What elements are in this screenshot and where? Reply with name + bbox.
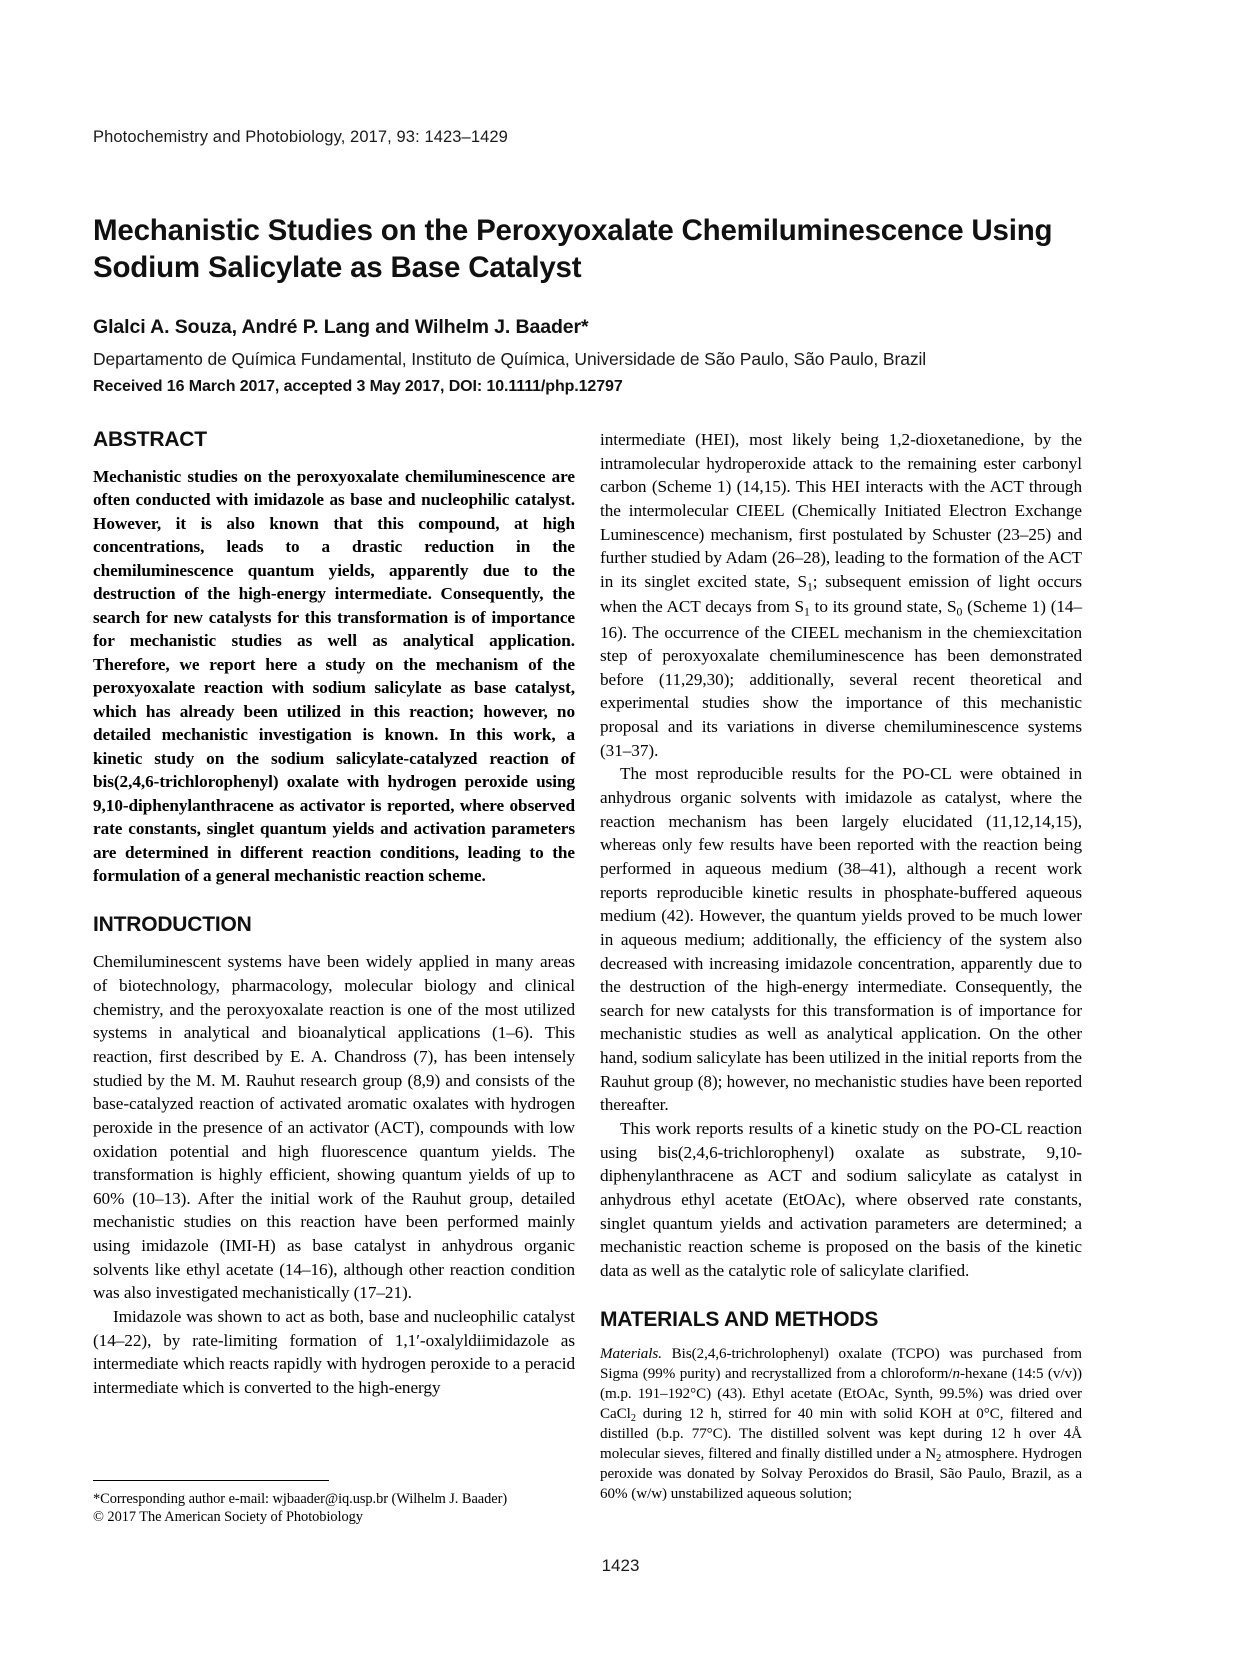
right-paragraph-3: This work reports results of a kinetic study on the PO-CL reaction using bis(2,4,6-trichlorophenyl) oxalate as substrate, 9,10-diphenylanthracene as ACT and sodium salicylate as catalyst in anhydrous ethyl acetate (EtOAc), where observed rate constants, singlet quantum yields and activation parameters are determined; a mechanistic reaction scheme is proposed on the basis of the kinetic data as well as the catalytic role of salicylate clarified. [600, 1118, 1082, 1280]
intro-paragraph-1: Chemiluminescent systems have been widely applied in many areas of biotechnology, pharmacology, molecular biology and clinical chemistry, and the peroxyoxalate reaction is one of the most utilized systems in analytical and bioanalytical applications (1–6). This reaction, first described by E. A. Chandross (7), has been intensely studied by the M. M. Rauhut research group (8,9) and consists of the base-catalyzed reaction of activated aromatic oxalates with hydrogen peroxide in the presence of an activator (ACT), compounds with low oxidation potential and high fluorescence quantum yields. The transformation is highly efficient, showing quantum yields of up to 60% (10–13). After the initial work of the Rauhut group, detailed mechanistic studies on this reaction have been performed mainly using imidazole (IMI-H) as base catalyst in anhydrous organic solvents like ethyl acetate (14–16), although other reaction condition was also investigated mechanistically (17–21). [93, 952, 575, 1303]
materials-part-d: atmosphere. Hydrogen peroxide was donated by Solvay Peroxidos do Brasil, São Paulo, Brazil, as a 60% (w/w) unstabilized aqueous solution; [600, 1445, 1082, 1502]
prime-symbol: ′ [416, 1330, 420, 1350]
affiliation: Departamento de Química Fundamental, Instituto de Química, Universidade de São Paulo, São Paulo, Brazil [93, 349, 927, 370]
subscript-cacl2: 2 [630, 1412, 636, 1424]
subscript-s1-b: 1 [804, 605, 810, 619]
right-p1-part-c: to its ground state, S [809, 597, 957, 617]
page-number: 1423 [601, 1556, 640, 1575]
footnote-divider [93, 1480, 329, 1481]
right-paragraph-2: The most reproducible results for the PO-CL were obtained in anhydrous organic solvents with imidazole as catalyst, where the reaction mechanism has been largely elucidated (11,12,14,15), whereas only few results have been reported with the reaction being performed in aqueous medium (38–41), although a recent work reports reproducible kinetic results in phosphate-buffered aqueous medium (42). However, the quantum yields proved to be much lower in aqueous medium; additionally, the efficiency of the system also decreased with increasing imidazole concentration, apparently due to the destruction of the high-energy intermediate. Consequently, the search for new catalysts for this transformation is of importance for mechanistic studies as well as analytical application. On the other hand, sodium salicylate has been utilized in the initial reports from the Rauhut group (8); however, no mechanistic studies have been reported thereafter. [600, 764, 1082, 1115]
materials-paragraph [600, 1345, 1082, 1504]
copyright-note: © 2017 The American Society of Photobiology [93, 1509, 363, 1526]
introduction-heading: INTRODUCTION [93, 913, 252, 937]
title-block [93, 212, 1093, 396]
right-p1-part-d: (Scheme 1) (14–16). The occurrence of the CIEEL mechanism in the chemiexcitation step of peroxyoxalate chemiluminescence has been demonstrated before (11,29,30); additionally, several recent theoretical and experimental studies show the importance of this mechanistic proposal and its variations in diverse chemiluminescence systems (31–37). [600, 597, 1082, 760]
corresponding-author-note: *Corresponding author e-mail: wjbaader@iq.usp.br (Wilhelm J. Baader) [93, 1491, 508, 1507]
materials-part-b: -hexane (14:5 (v/v)) (m.p. 191–192°C) (43). Ethyl acetate (EtOAc, Synth, 99.5%) was dried over CaCl [600, 1366, 1082, 1422]
right-paragraph-1 [600, 428, 1082, 762]
n-italic: n [952, 1366, 960, 1383]
abstract-heading: ABSTRACT [93, 428, 207, 451]
materials-part-a: Bis(2,4,6-trichrolophenyl) oxalate (TCPO) was purchased from Sigma (99% purity) and recrystallized from a chloroform/ [600, 1346, 1082, 1383]
subscript-n2: 2 [936, 1452, 942, 1464]
subscript-s1-a: 1 [806, 580, 813, 594]
intro-paragraph-2 [93, 1305, 575, 1400]
right-p1-part-b: ; subsequent emission of light occurs when the ACT decays from S [600, 571, 1082, 617]
right-column [600, 428, 1082, 1505]
right-p1-part-a: intermediate (HEI), most likely being 1,2-dioxetanedione, by the intramolecular hydroperoxide attack to the remaining ester carbonyl carbon (Scheme 1) (14,15). This HEI interacts with the ACT through the intermolecular CIEEL (Chemically Initiated Electron Exchange Luminescence) mechanism, first postulated by Schuster (23–25) and further studied by Adam (26–28), leading to the formation of the ACT in its singlet excited state, S [600, 430, 1082, 591]
intro-p2-part-b: -oxalyldiimidazole as intermediate which reacts rapidly with hydrogen peroxide to a peracid intermediate which is converted to the high-energy [93, 1330, 575, 1397]
left-column [93, 428, 575, 1400]
materials-and-methods-heading: MATERIALS AND METHODS [600, 1308, 879, 1332]
intro-p2-part-a: Imidazole was shown to act as both, base and nucleophilic catalyst (14–22), by rate-limiting formation of 1,1 [93, 1307, 575, 1350]
materials-label: Materials. [600, 1346, 662, 1363]
author-list: Glalci A. Souza, André P. Lang and Wilhelm J. Baader* [93, 316, 589, 339]
abstract-text: Mechanistic studies on the peroxyoxalate chemiluminescence are often conducted with imidazole as base and nucleophilic catalyst. However, it is also known that this compound, at high concentrations, leads to a drastic reduction in the chemiluminescence quantum yields, apparently due to the destruction of the high-energy intermediate. Consequently, the search for new catalysts for this transformation is of importance for mechanistic studies as well as analytical application. Therefore, we report here a study on the mechanism of the peroxyoxalate reaction with sodium salicylate as base catalyst, which has already been utilized in this reaction; however, no detailed mechanistic investigation is known. In this work, a kinetic study on the sodium salicylate-catalyzed reaction of bis(2,4,6-trichlorophenyl) oxalate with hydrogen peroxide using 9,10-diphenylanthracene as activator is reported, where observed rate constants, singlet quantum yields and activation parameters are determined in different reaction conditions, leading to the formulation of a general mechanistic reaction scheme. [93, 467, 575, 885]
footnote-block [93, 1480, 575, 1527]
materials-part-c: during 12 h, stirred for 40 min with solid KOH at 0°C, filtered and distilled (b.p. 77°C). The distilled solvent was kept during 12 h over 4Å molecular sieves, filtered and finally distilled under a N [600, 1405, 1082, 1462]
received-line: Received 16 March 2017, accepted 3 May 2017, DOI: 10.1111/php.12797 [93, 378, 623, 396]
running-head: Photochemistry and Photobiology, 2017, 93: 1423–1429 [93, 128, 508, 146]
page-title: Mechanistic Studies on the Peroxyoxalate Chemiluminescence Using Sodium Salicylate as Base Catalyst [93, 214, 1053, 285]
subscript-s0: 0 [956, 605, 963, 619]
